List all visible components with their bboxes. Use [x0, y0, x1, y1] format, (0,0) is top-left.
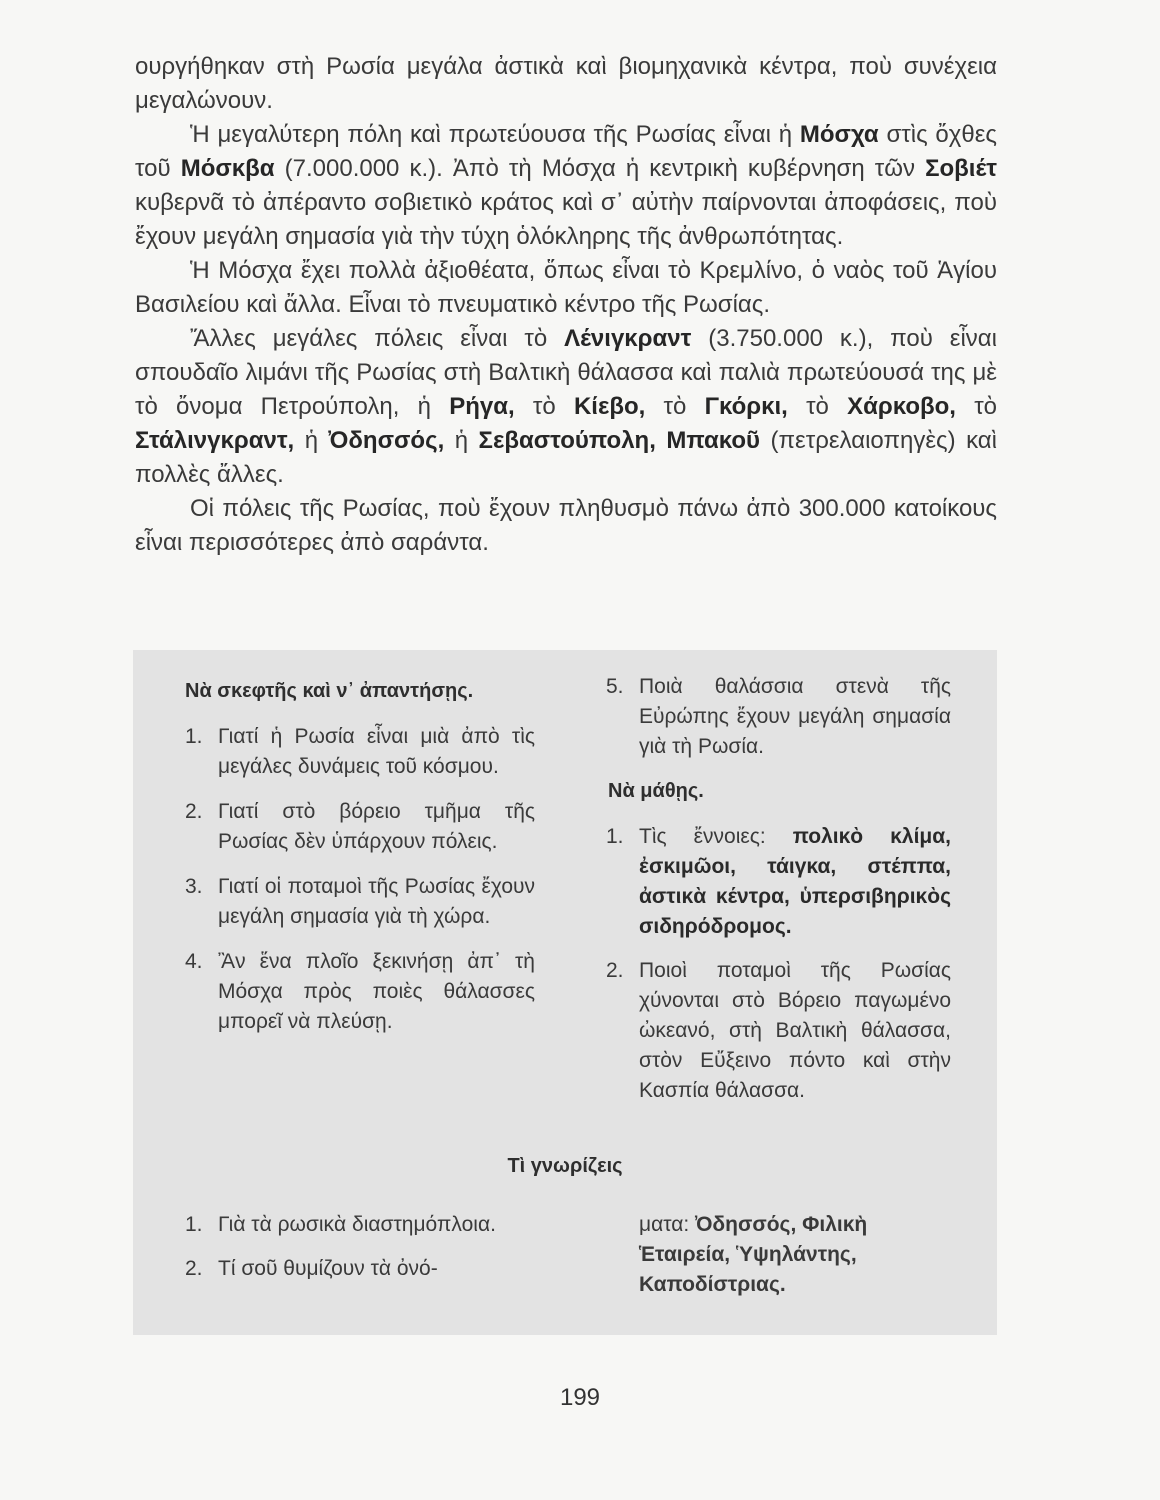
exercise-box — [133, 650, 997, 1335]
bold-term: Χάρκοβο, — [847, 393, 956, 420]
think-list — [185, 722, 535, 1037]
paragraph-population: Οἱ πόλεις τῆς Ρωσίας, ποὺ ἔχουν πληθυσμὸ πάνω ἀπὸ 300.000 κατοίκους εἶναι περισσότερες ἀπὸ σαράντα. — [135, 495, 997, 556]
page-number: 199 — [559, 1384, 601, 1411]
bold-term: Ὀδησσός, Φιλικὴ Ἑταιρεία, Ὑψηλάντης, Καποδίστριας. — [639, 1213, 868, 1296]
bold-term: Σεβαστούπολη, Μπακοῦ — [478, 427, 761, 454]
bold-term: Γκόρκι, — [704, 393, 788, 420]
bold-term: Στάλινγκραντ, — [135, 427, 295, 454]
think-list-continued — [606, 672, 951, 762]
know-list — [185, 1210, 535, 1284]
list-item: 2. Γιατί στὸ βόρειο τμῆμα τῆς Ρωσίας δὲν ὑπάρχουν πόλεις. — [185, 800, 535, 853]
think-section — [185, 676, 535, 1037]
paragraph-cities: Ἄλλες μεγάλες πόλεις εἶναι τὸ Λένιγκραντ (3.750.000 κ.), ποὺ εἶναι σπουδαῖο λιμάνι τῆς Ρωσίας στὴ Βαλτικὴ θάλασσα καὶ παλιὰ πρωτεύουσά της μὲ τὸ ὄνομα Πετρούπολη, ἡ Ρήγα, τὸ Κίεβο, τὸ Γκόρκι, τὸ Χάρκοβο, τὸ Στάλινγκραντ, ἡ Ὀδησσός, ἡ Σεβαστούπολη, Μπακοῦ (πετρελαιοπηγὲς) καὶ πολλὲς ἄλλες. — [135, 325, 998, 488]
know-title: Τὶ γνωρίζεις — [507, 1155, 623, 1177]
list-item: 5. Ποιὰ θαλάσσια στενὰ τῆς Εὐρώπης ἔχουν μεγάλη σημασία γιὰ τὴ Ρωσία. — [606, 675, 951, 758]
right-column — [606, 672, 951, 1106]
bold-term: Σοβιέτ — [925, 155, 998, 182]
bold-term: Μόσχα — [799, 121, 879, 148]
paragraph-sights: Ἡ Μόσχα ἔχει πολλὰ ἀξιοθέατα, ὅπως εἶναι τὸ Κρεμλίνο, ὁ ναὸς τοῦ Ἁγίου Βασιλείου καὶ ἄλλα. Εἶναι τὸ πνευματικὸ κέντρο τῆς Ρωσίας. — [135, 257, 997, 318]
list-item: 2. Ποιοὶ ποταμοὶ τῆς Ρωσίας χύνονται στὸ Βόρειο παγωμένο ὠκεανό, στὴ Βαλτικὴ θάλασσα, στὸν Εὔξεινο πόντο καὶ στὴν Κασπία θάλασσα. — [606, 959, 951, 1102]
intro-text — [135, 50, 997, 560]
know-section — [185, 1210, 535, 1284]
learn-title: Νὰ μάθῃς. — [608, 780, 704, 802]
list-item: 1. Τὶς ἔννοιες: πολικὸ κλίμα, ἐσκιμῶοι, τάιγκα, στέππα, ἀστικὰ κέντρα, ὑπερσιβηρικὸς σιδηρόδρομος. — [606, 825, 951, 938]
bold-term: πολικὸ κλίμα, ἐσκιμῶοι, τάιγκα, στέππα, ἀστικὰ κέντρα, ὑπερσιβηρικὸς σιδηρόδρομος. — [639, 825, 951, 938]
paragraph-moscow: Ἡ μεγαλύτερη πόλη καὶ πρωτεύουσα τῆς Ρωσίας εἶναι ἡ Μόσχα στὶς ὄχθες τοῦ Μόσκβα (7.000.000 κ.). Ἀπὸ τὴ Μόσχα ἡ κεντρικὴ κυβέρνηση τῶν Σοβιέτ κυβερνᾶ τὸ ἀπέραντο σοβιετικὸ κράτος καὶ σ᾿ αὐτὴν παίρνονται ἀποφάσεις, ποὺ ἔχουν μεγάλη σημασία γιὰ τὴν τύχη ὁλόκληρης τῆς ἀνθρωπότητας. — [135, 121, 998, 250]
list-item: 1. Γιατί ἡ Ρωσία εἶναι μιὰ ἀπὸ τὶς μεγάλες δυνάμεις τοῦ κόσμου. — [185, 725, 535, 778]
bold-term: Μόσκβα — [180, 155, 275, 182]
paragraph-1: ουργήθηκαν στὴ Ρωσία μεγάλα ἀστικὰ καὶ βιομηχανικὰ κέντρα, ποὺ συνέχεια μεγαλώνουν. — [135, 53, 997, 114]
learn-list — [606, 822, 951, 1106]
list-item: 1. Γιὰ τὰ ρωσικὰ διαστημόπλοια. — [185, 1213, 496, 1236]
bold-term: Ὀδησσός, — [328, 427, 445, 454]
list-item: 4. Ἂν ἕνα πλοῖο ξεκινήσῃ ἀπ᾿ τὴ Μόσχα πρὸς ποιὲς θάλασσες μπορεῖ νὰ πλεύσῃ. — [185, 950, 535, 1033]
bold-term: Κίεβο, — [573, 393, 646, 420]
bold-term: Ρήγα, — [449, 393, 515, 420]
think-title: Νὰ σκεφτῆς καὶ ν᾿ ἀπαντήσῃς. — [185, 680, 474, 702]
know-continuation: ματα: Ὀδησσός, Φιλικὴ Ἑταιρεία, Ὑψηλάντης, Καποδίστριας. — [639, 1213, 868, 1296]
list-item: 2. Τί σοῦ θυμίζουν τὰ ὀνό- — [185, 1257, 438, 1280]
bold-term: Λένιγκραντ — [564, 325, 692, 352]
list-item: 3. Γιατί οἱ ποταμοὶ τῆς Ρωσίας ἔχουν μεγάλη σημασία γιὰ τὴ χώρα. — [185, 875, 535, 928]
